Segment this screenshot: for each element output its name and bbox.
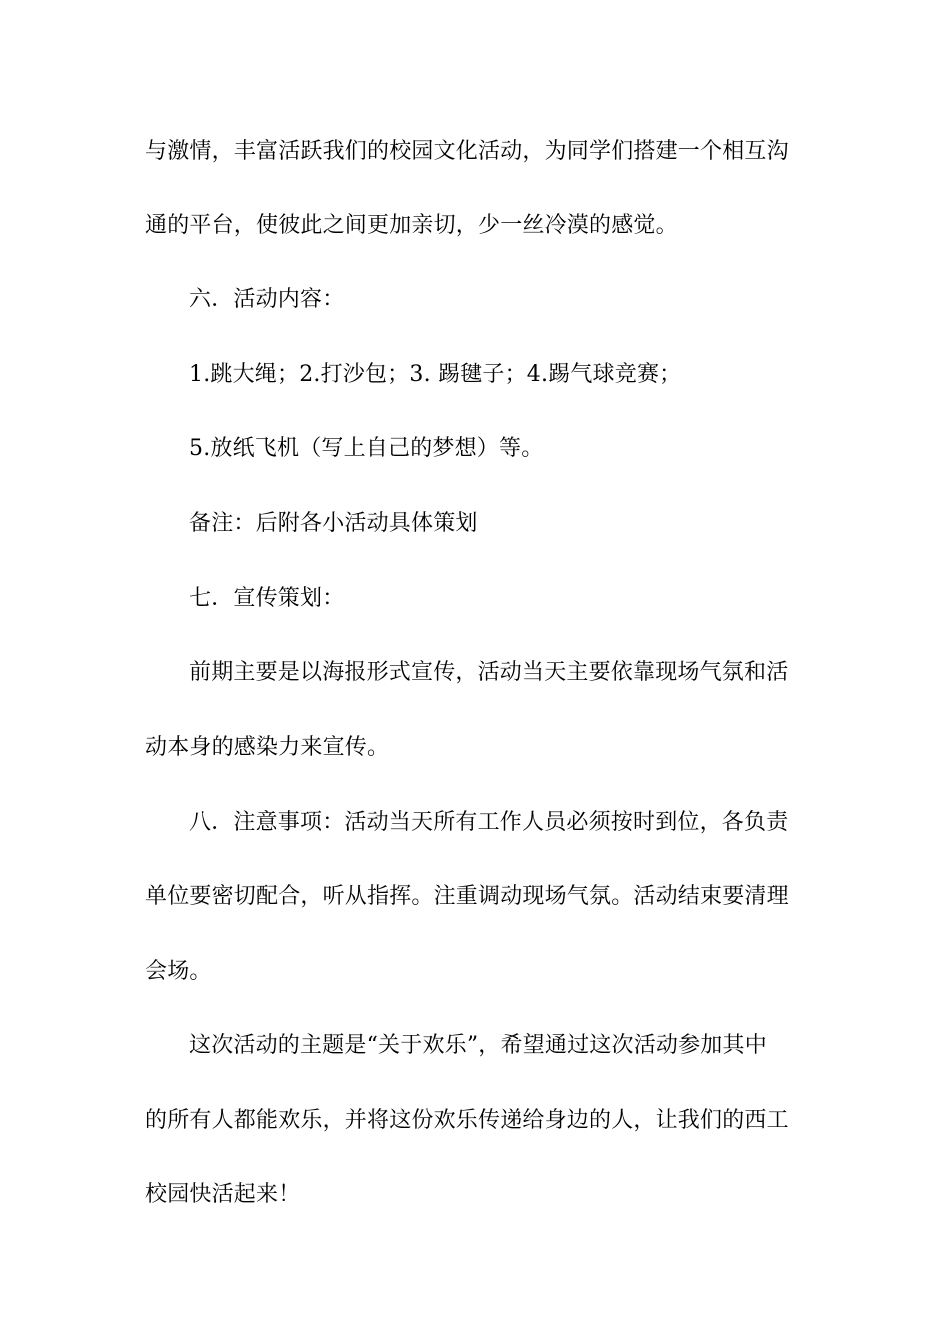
text-line-activity-list-2: 5.放纸飞机（写上自己的梦想）等。 [189, 436, 544, 461]
text-line-publicity-2: 动本身的感染力来宣传。 [145, 735, 390, 760]
text-line-theme-2: 的所有人都能欢乐，并将这份欢乐传递给身边的人，让我们的西工 [145, 1108, 789, 1133]
text-line-theme-3: 校园快活起来！ [145, 1182, 301, 1207]
section-heading-notes: 八．注意事项：活动当天所有工作人员必须按时到位，各负责 [189, 810, 789, 835]
section-heading-publicity: 七．宣传策划： [189, 586, 345, 611]
text-line-notes-2: 单位要密切配合，听从指挥。注重调动现场气氛。活动结束要清理 [145, 884, 789, 909]
text-line-1: 与激情，丰富活跃我们的校园文化活动，为同学们搭建一个相互沟 [145, 139, 789, 164]
text-line-theme-1: 这次活动的主题是“关于欢乐”，希望通过这次活动参加其中 [189, 1033, 767, 1058]
text-line-notes-3: 会场。 [145, 959, 212, 984]
text-line-2: 通的平台，使彼此之间更加亲切，少一丝冷漠的感觉。 [145, 213, 678, 238]
text-line-activity-list-1: 1.跳大绳；2.打沙包；3. 踢毽子；4.踢气球竞赛； [189, 362, 682, 387]
text-line-note: 备注：后附各小活动具体策划 [189, 511, 478, 536]
section-heading-activity-content: 六．活动内容： [189, 287, 345, 312]
text-line-publicity-1: 前期主要是以海报形式宣传，活动当天主要依靠现场气氛和活 [189, 660, 789, 685]
